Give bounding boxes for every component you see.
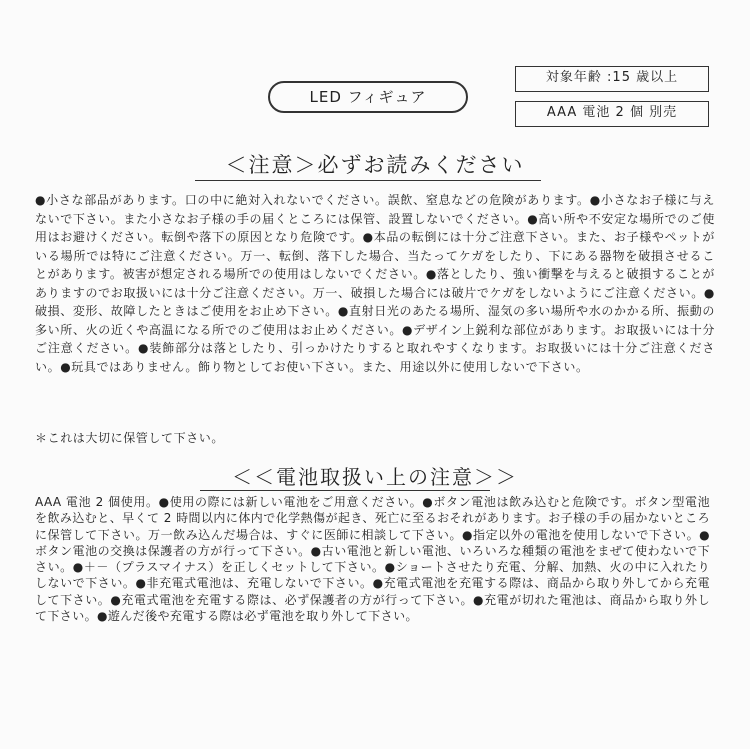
product-name-label: LED フィギュア [268,81,468,113]
caution-body: ●小さな部品があります。口の中に絶対入れないでください。誤飲、窒息などの危険があります。●小さなお子様に与えないで下さい。また小さなお子様の手の届くところには保管、設置しないでください。●高い所や不安定な場所でのご使用はお避けください。転倒や落下の原因となり危険です。●本品の転倒には十分ご注意下さい。また、お子様やペットがいる場所では特にご注意ください。万一、転倒、落下した場合、当たってケガをしたり、下にある器物を破損させることがあります。被害が想定される場所での使用はしないでください。●落としたり、強い衝撃を与えると破損することがありますのでお取扱いには十分ご注意ください。万一、破損した場合には破片でケガをしないようにご注意ください。●破損、変形、故障したときはご使用をお止め下さい。●直射日光のあたる場所、湿気の多い場所や水のかかる所、振動の多い所、火の近くや高温になる所でのご使用はお止めください。●デザイン上鋭利な部位があります。お取扱いには十分ご注意ください。●装飾部分は落としたり、引っかけたりすると取れやすくなります。お取扱いには十分ご注意ください。●玩具ではありません。飾り物としてお使い下さい。また、用途以外に使用しないで下さい。 [35,193,715,374]
battery-requirement-box: AAA 電池 2 個 別売 [515,101,709,127]
caution-heading-underline [195,180,541,181]
battery-body: AAA 電池 2 個使用。●使用の際には新しい電池をご用意ください。●ボタン電池は飲み込むと危険です。ボタン型電池を飲み込むと、早くて 2 時間以内に体内で化学熱傷が起き、死亡に至るおそれがあります。お子様の手の届かないところに保管して下さい。万一飲み込んだ場合は、すぐに医師に相談して下さい。●指定以外の電池を使用しないで下さい。●ボタン電池の交換は保護者の方が行って下さい。●古い電池と新しい電池、いろいろな種類の電池をまぜて使わないで下さい。●＋－（プラスマイナス）を正しくセットして下さい。●ショートさせたり充電、分解、加熱、火の中に入れたりしないで下さい。●非充電式電池は、充電しないで下さい。●充電式電池を充電する際は、商品から取り外してから充電して下さい。●充電式電池を充電する際は、必ず保護者の方が行って下さい。●充電が切れた電池は、商品から取り外して下さい。●遊んだ後や充電する際は必ず電池を取り外して下さい。 [35,495,710,624]
age-requirement-box: 対象年齢 :15 歳以上 [515,66,709,92]
battery-heading-underline [200,490,490,491]
battery-heading: ＜＜電池取扱い上の注意＞＞ [232,465,518,489]
caution-heading: ＜注意＞必ずお読みください [225,153,525,177]
keep-note: ＊これは大切に保管して下さい。 [35,431,225,445]
